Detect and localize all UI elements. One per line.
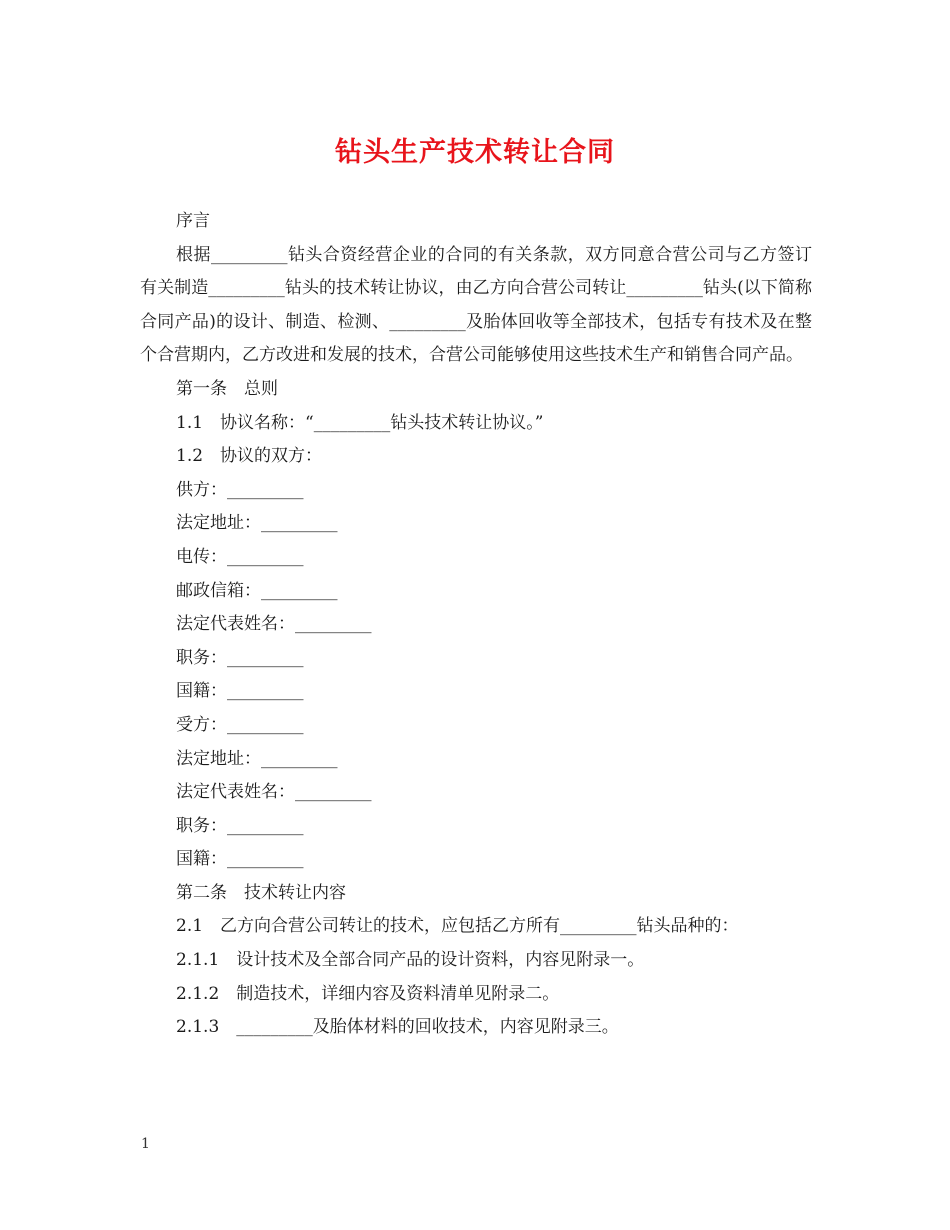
supplier-representative-field: 法定代表姓名：_________ [176,614,372,635]
page-number: 1 [141,1136,150,1152]
supplier-address-field: 法定地址：_________ [176,513,338,534]
supplier-field: 供方：_________ [176,479,304,500]
supplier-telex-field: 电传：_________ [176,546,304,567]
recipient-nationality-field: 国籍：_________ [176,849,304,870]
supplier-position-field: 职务：_________ [176,647,304,668]
document-body [140,205,812,1045]
clause-2-1: 2.1 乙方向合营公司转让的技术，应包括乙方所有_________钻头品种的： [176,916,739,937]
recipient-field: 受方：_________ [176,714,304,735]
supplier-pobox-field: 邮政信箱：_________ [176,580,338,601]
clause-2-1-1: 2.1.1 设计技术及全部合同产品的设计资料，内容见附录一。 [176,950,645,971]
recipient-representative-field: 法定代表姓名：_________ [176,782,372,803]
clause-1-2: 1.2 协议的双方： [176,446,323,467]
clause-2-1-2: 2.1.2 制造技术，详细内容及资料清单见附录二。 [176,983,560,1004]
preface-heading: 序言 [176,211,210,231]
recipient-address-field: 法定地址：_________ [176,748,338,769]
supplier-nationality-field: 国籍：_________ [176,681,304,702]
article-2-heading: 第二条 技术转让内容 [176,882,346,903]
article-1-heading: 第一条 总则 [176,378,278,399]
clause-1-1: 1.1 协议名称：“_________钻头技术转让协议。” [176,412,544,433]
preface-paragraph: 根据_________钻头合资经营企业的合同的有关条款，双方同意合营公司与乙方签订有关制造_________钻头的技术转让协议，由乙方向合营公司转让_________钻头(以下简称合同产品)的设计、制造、检测、_________及胎体回收等全部技术，包括专有技术及在整个合营期内，乙方改进和发展的技术，合营公司能够使用这些技术生产和销售合同产品。 [140,244,812,366]
clause-2-1-3: 2.1.3 _________及胎体材料的回收技术，内容见附录三。 [176,1017,619,1038]
document-title: 钻头生产技术转让合同 [335,137,615,168]
recipient-position-field: 职务：_________ [176,815,304,836]
